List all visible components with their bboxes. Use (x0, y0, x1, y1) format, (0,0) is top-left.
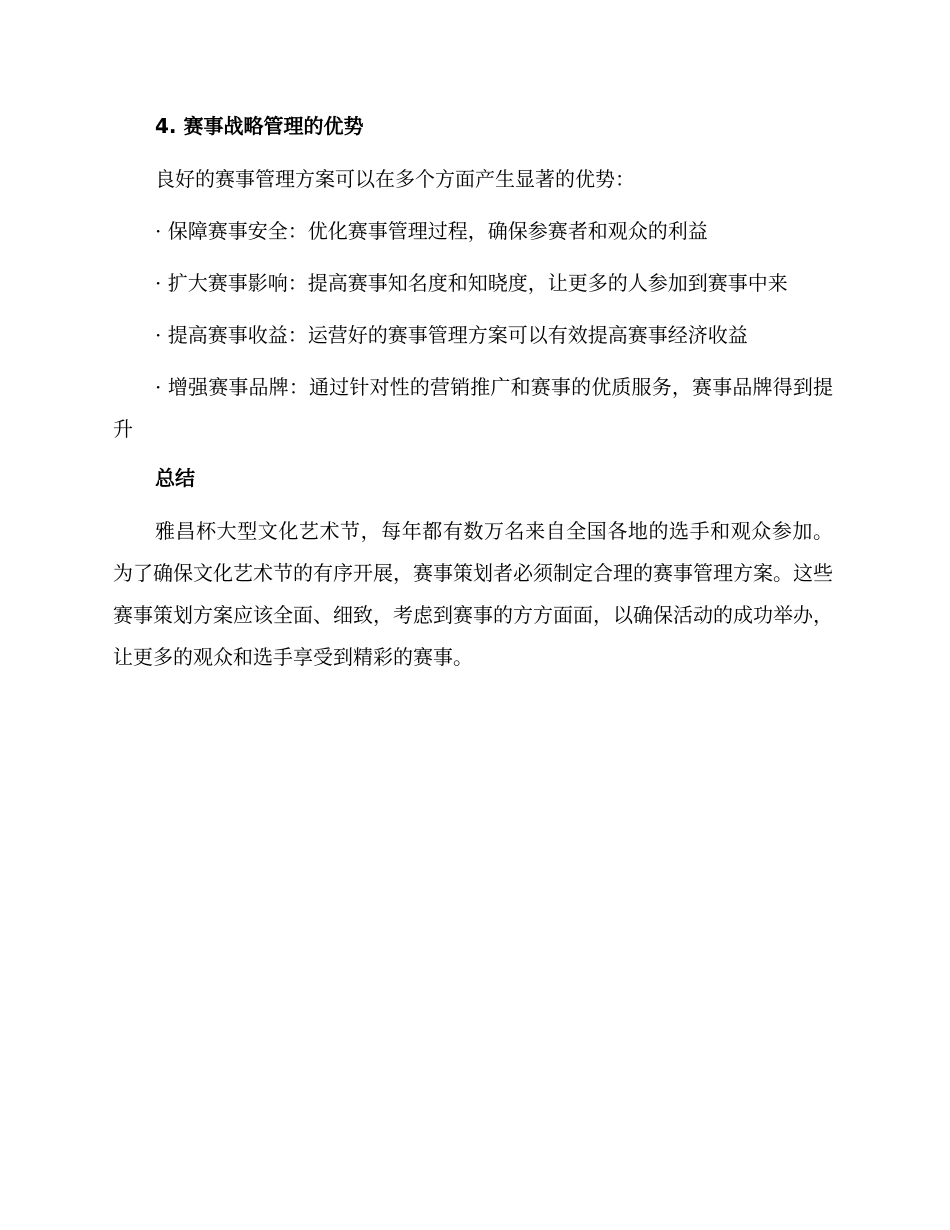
summary-paragraph: 雅昌杯大型文化艺术节，每年都有数万名来自全国各地的选手和观众参加。为了确保文化艺术节的有序开展，赛事策划者必须制定合理的赛事管理方案。这些赛事策划方案应该全面、细致，考虑到赛事的方方面面，以确保活动的成功举办，让更多的观众和选手享受到精彩的赛事。 (113, 519, 833, 669)
section-intro-paragraph: 良好的赛事管理方案可以在多个方面产生显著的优势： (155, 167, 635, 191)
bullet-item-influence: · 扩大赛事影响：提高赛事知名度和知晓度，让更多的人参加到赛事中来 (155, 271, 788, 295)
section-heading-advantages: 4. 赛事战略管理的优势 (155, 114, 364, 138)
document-content (113, 108, 833, 678)
bullet-item-brand: · 增强赛事品牌：通过针对性的营销推广和赛事的优质服务，赛事品牌得到提升 (113, 375, 833, 441)
bullet-item-safety: · 保障赛事安全：优化赛事管理过程，确保参赛者和观众的利益 (155, 219, 708, 243)
section-heading-summary: 总结 (155, 466, 195, 490)
bullet-item-revenue: · 提高赛事收益：运营好的赛事管理方案可以有效提高赛事经济收益 (155, 323, 748, 347)
